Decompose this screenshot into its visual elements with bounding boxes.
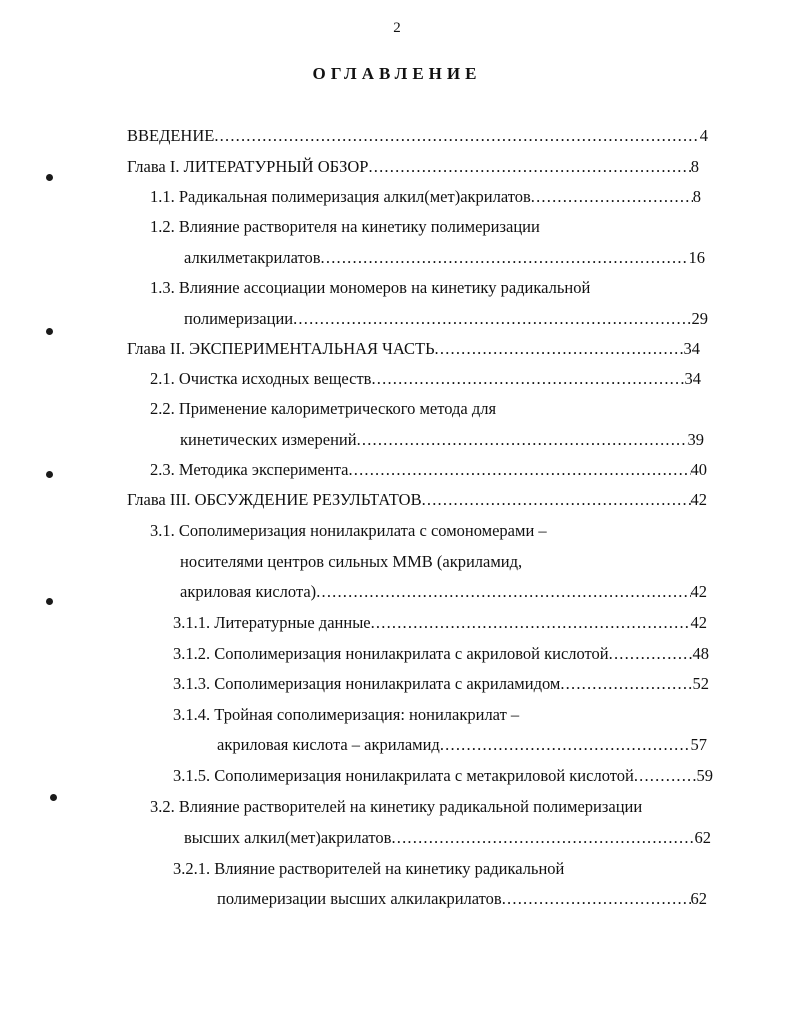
toc-entry-1-3-line1: 1.3. Влияние ассоциации мономеров на кинетику радикальной — [150, 278, 591, 297]
toc-entry-3-2-1-line2: полимеризации высших алкилакрилатов ..... 62 — [217, 887, 707, 911]
toc-entry-1-2-line2: алкилметакрилатов ..... 16 — [184, 246, 705, 270]
toc-entry-1-2-line1: 1.2. Влияние растворителя на кинетику полимеризации — [150, 217, 540, 236]
page-number: 2 — [393, 20, 401, 36]
toc-entry-3-1-line2: носителями центров сильных ММВ (акриламид, — [180, 552, 523, 571]
toc-entry-3-1-1: 3.1.1. Литературные данные ..... 42 — [173, 611, 707, 635]
toc-entry-intro: ВВЕДЕНИЕ ..... 4 — [127, 124, 708, 148]
margin-dot-2 — [46, 328, 53, 335]
toc-entry-3-1-3: 3.1.3. Сополимеризация нонилакрилата с акриламидом ..... 52 — [173, 672, 709, 696]
toc-entry-3-1-4-line2: акриловая кислота – акриламид ..... 57 — [217, 733, 707, 757]
toc-entry-3-1-line1: 3.1. Сополимеризация нонилакрилата с сомономерами – — [150, 521, 547, 540]
toc-entry-1-1: 1.1. Радикальная полимеризация алкил(мет)акрилатов ..... 8 — [150, 185, 701, 209]
toc-entry-1-3-line2: полимеризации ..... 29 — [184, 307, 708, 331]
toc-entry-3-1-5: 3.1.5. Сополимеризация нонилакрилата с метакриловой кислотой ..... 59 — [173, 764, 713, 788]
toc-entry-3-2-line2: высших алкил(мет)акрилатов ..... 62 — [184, 826, 711, 850]
margin-dot-3 — [46, 471, 53, 478]
toc-entry-3-1-4-line1: 3.1.4. Тройная сополимеризация: нонилакрилат – — [173, 705, 520, 724]
toc-entry-3-1-line3: акриловая кислота) ..... 42 — [180, 580, 707, 604]
toc-entry-3-1-2: 3.1.2. Сополимеризация нонилакрилата с акриловой кислотой ..... 48 — [173, 642, 709, 666]
page-title: ОГЛАВЛЕНИЕ — [312, 64, 482, 83]
margin-dot-4 — [46, 598, 53, 605]
toc-entry-chapter-1: Глава I. ЛИТЕРАТУРНЫЙ ОБЗОР ..... 8 — [127, 155, 699, 179]
toc-entry-2-2-line1: 2.2. Применение калориметрического метода для — [150, 399, 497, 418]
toc-entry-3-2-1-line1: 3.2.1. Влияние растворителей на кинетику радикальной — [173, 859, 565, 878]
toc-entry-2-2-line2: кинетических измерений ..... 39 — [180, 428, 704, 452]
toc-entry-2-1: 2.1. Очистка исходных веществ ..... 34 — [150, 367, 701, 391]
margin-dot-5 — [50, 794, 57, 801]
margin-dot-1 — [46, 174, 53, 181]
toc-entry-2-3: 2.3. Методика эксперимента ..... 40 — [150, 458, 707, 482]
toc-entry-chapter-2: Глава II. ЭКСПЕРИМЕНТАЛЬНАЯ ЧАСТЬ ..... 34 — [127, 337, 700, 361]
toc-entry-3-2-line1: 3.2. Влияние растворителей на кинетику радикальной полимеризации — [150, 797, 643, 816]
toc-entry-chapter-3: Глава III. ОБСУЖДЕНИЕ РЕЗУЛЬТАТОВ ..... 42 — [127, 488, 707, 512]
